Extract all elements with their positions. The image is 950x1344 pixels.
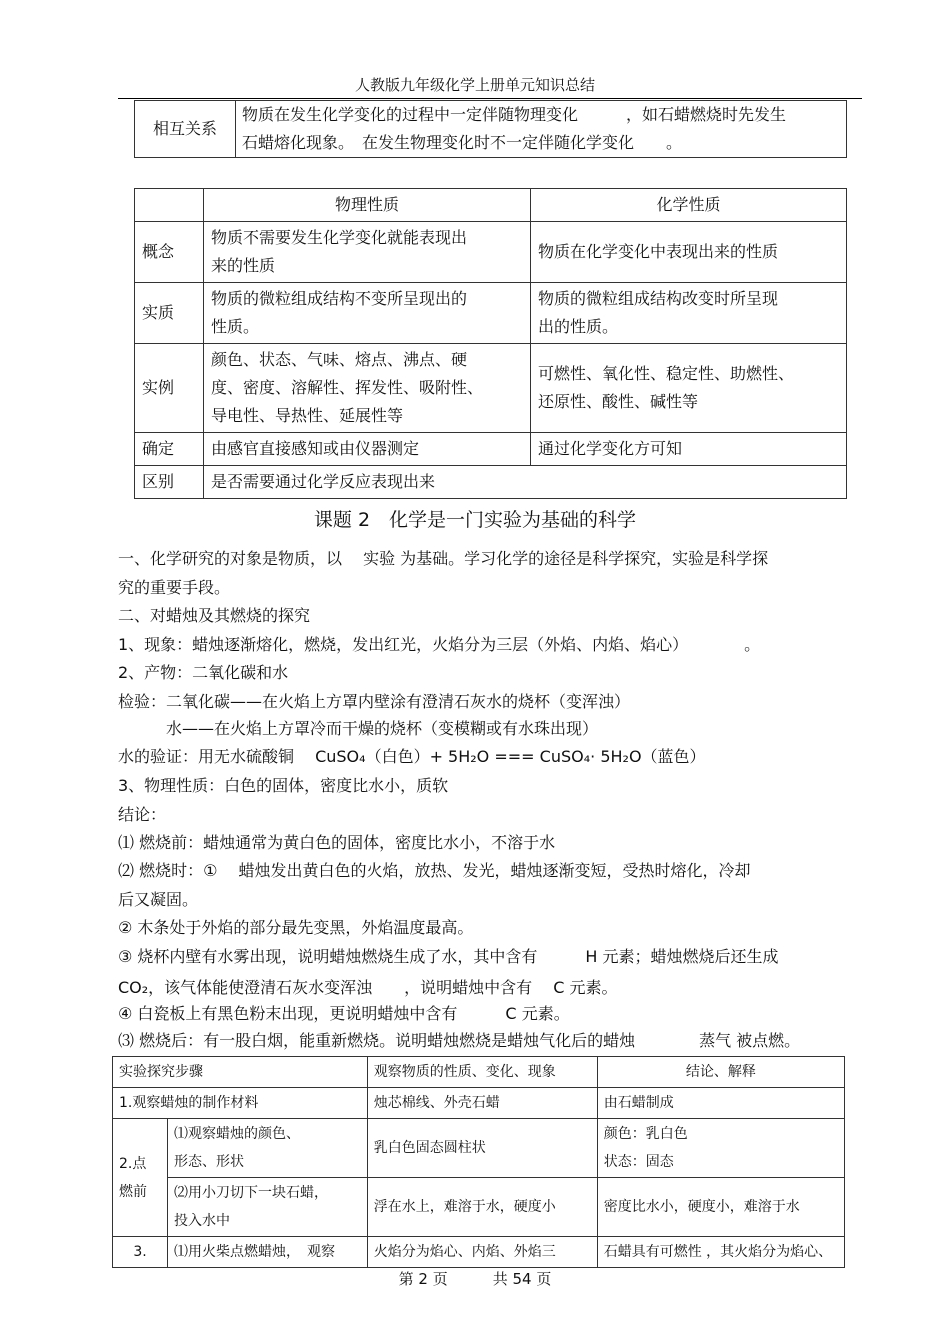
body-line: ③ 烧杯内壁有水雾出现，说明蜡烛燃烧生成了水，其中含有 H 元素；蜡烛燃烧后还生成 xyxy=(118,947,779,966)
body-line: ④ 白瓷板上有黑色粉末出现，更说明蜡烛中含有 C 元素。 xyxy=(118,1004,570,1023)
cell-line: 通过化学变化方可知 xyxy=(538,439,683,458)
exp-head-observe: 观察物质的性质、变化、现象 xyxy=(367,1057,597,1088)
cell-line: 还原性、酸性、碱性等 xyxy=(538,392,699,411)
page-header: 人教版九年级化学上册单元知识总结 xyxy=(354,76,595,94)
cell-line: 来的性质 xyxy=(211,256,276,275)
cell-line: 由感官直接感知或由仪器测定 xyxy=(211,439,420,458)
chemical-cell xyxy=(531,222,847,283)
body-line: ⑵ 燃烧时：① 蜡烛发出黄白色的火焰，放热、发光，蜡烛逐渐变短，受热时熔化，冷却 xyxy=(118,861,751,880)
cell-line: 出的性质。 xyxy=(538,317,619,336)
cell-line: 可燃性、氧化性、稳定性、助燃性、 xyxy=(538,364,795,383)
difference-cell: 是否需要通过化学反应表现出来 xyxy=(204,466,847,499)
physical-cell xyxy=(204,222,531,283)
row-label: 概念 xyxy=(135,222,204,283)
exp-observe: 浮在水上，难溶于水，硬度小 xyxy=(367,1178,597,1237)
relation-table xyxy=(134,100,847,158)
row-label: 实例 xyxy=(135,344,204,433)
cell-line: 性质。 xyxy=(211,317,260,336)
body-line: ⑶ 燃烧后：有一股白烟，能重新燃烧。说明蜡烛燃烧是蜡烛气化后的蜡烛 蒸气 被点燃。 xyxy=(118,1031,801,1050)
exp-step: 1.观察蜡烛的制作材料 xyxy=(113,1088,368,1119)
body-line: 二、对蜡烛及其燃烧的探究 xyxy=(118,606,311,625)
body-line: 一、化学研究的对象是物质，以 实验 为基础。学习化学的途径是科学探究，实验是科学探 xyxy=(118,549,769,568)
row-label: 确定 xyxy=(135,433,204,466)
header-rule xyxy=(118,98,862,99)
relation-text xyxy=(236,101,847,158)
experiment-table xyxy=(112,1056,845,1268)
physical-cell xyxy=(204,344,531,433)
exp-group-label xyxy=(113,1119,168,1237)
exp-observe: 火焰分为焰心、内焰、外焰三 xyxy=(367,1237,597,1268)
exp-conclusion: 由石蜡制成 xyxy=(597,1088,844,1119)
body-line: 2、产物：二氧化碳和水 xyxy=(118,663,289,682)
body-line: 1、现象：蜡烛逐渐熔化，燃烧，发出红光，火焰分为三层（外焰、内焰、焰心） 。 xyxy=(118,635,761,654)
body-line: 结论： xyxy=(118,805,167,824)
cell-line: 物质不需要发生化学变化就能表现出 xyxy=(211,228,468,247)
exp-substep xyxy=(168,1119,368,1178)
cell-line: 燃前 xyxy=(119,1183,147,1200)
cell-line: 物质的微粒组成结构不变所呈现出的 xyxy=(211,289,468,308)
chemical-cell xyxy=(531,433,847,466)
cell-line: ⑵用小刀切下一块石蜡， xyxy=(174,1185,328,1201)
physical-cell xyxy=(204,433,531,466)
cell-line: ⑴观察蜡烛的颜色、 xyxy=(174,1126,300,1142)
cell-line: 颜色：乳白色 xyxy=(603,1126,688,1142)
cell-line: 度、密度、溶解性、挥发性、吸附性、 xyxy=(211,378,484,397)
exp-substep: ⑴用火柴点燃蜡烛， 观察 xyxy=(168,1237,368,1268)
body-line: 水——在火焰上方罩冷而干燥的烧杯（变模糊或有水珠出现） xyxy=(118,719,599,738)
cell-line: 物质在化学变化中表现出来的性质 xyxy=(538,242,779,261)
cell-line: 状态：固态 xyxy=(603,1154,674,1170)
exp-observe: 乳白色固态圆柱状 xyxy=(367,1119,597,1178)
body-line: ⑴ 燃烧前：蜡烛通常为黄白色的固体，密度比水小，不溶于水 xyxy=(118,833,556,852)
exp-observe: 烛芯棉线、外壳石蜡 xyxy=(367,1088,597,1119)
cell-line: 颜色、状态、气味、熔点、沸点、硬 xyxy=(211,350,468,369)
body-line: CO₂，该气体能使澄清石灰水变浑浊 ，说明蜡烛中含有 C 元素。 xyxy=(118,978,618,997)
exp-conclusion: 密度比水小，硬度小，难溶于水 xyxy=(597,1178,844,1237)
exp-substep xyxy=(168,1178,368,1237)
col-head-chemical: 化学性质 xyxy=(531,189,847,222)
exp-group-label: 3. xyxy=(113,1237,168,1268)
section-title: 课题 2 化学是一门实验为基础的科学 xyxy=(313,509,637,531)
cell-line: 物质的微粒组成结构改变时所呈现 xyxy=(538,289,779,308)
cell-line: 形态、形状 xyxy=(174,1154,244,1170)
body-line: ② 木条处于外焰的部分最先变黑，外焰温度最高。 xyxy=(118,918,474,937)
body-line: 水的验证：用无水硫酸铜 CuSO₄（白色）+ 5H₂O === CuSO₄· 5H₂O（蓝色） xyxy=(118,747,706,766)
chemical-cell xyxy=(531,344,847,433)
body-line: 3、物理性质：白色的固体，密度比水小，质软 xyxy=(118,776,449,795)
blank-corner xyxy=(135,189,204,222)
cell-line: 投入水中 xyxy=(174,1213,230,1229)
exp-conclusion: 石蜡具有可燃性 ，其火焰分为焰心、 xyxy=(597,1237,844,1268)
exp-conclusion xyxy=(597,1119,844,1178)
exp-head-step: 实验探究步骤 xyxy=(113,1057,368,1088)
row-label: 实质 xyxy=(135,283,204,344)
physical-cell xyxy=(204,283,531,344)
chemical-cell xyxy=(531,283,847,344)
relation-text-line: 物质在发生化学变化的过程中一定伴随物理变化 ，如石蜡燃烧时先发生 xyxy=(242,105,787,124)
body-line: 后又凝固。 xyxy=(118,890,199,909)
page-footer: 第 2 页 共 54 页 xyxy=(398,1270,552,1288)
relation-label: 相互关系 xyxy=(135,101,236,158)
row-label: 区别 xyxy=(135,466,204,499)
col-head-physical: 物理性质 xyxy=(204,189,531,222)
cell-line: 2.点 xyxy=(119,1155,147,1172)
exp-head-conclusion: 结论、解释 xyxy=(597,1057,844,1088)
relation-text-line: 石蜡熔化现象。 在发生物理变化时不一定伴随化学变化 。 xyxy=(242,133,683,152)
cell-line: 导电性、导热性、延展性等 xyxy=(211,406,404,425)
body-line: 究的重要手段。 xyxy=(118,578,231,597)
body-line: 检验：二氧化碳——在火焰上方罩内壁涂有澄清石灰水的烧杯（变浑浊） xyxy=(118,692,631,711)
properties-table xyxy=(134,188,847,499)
